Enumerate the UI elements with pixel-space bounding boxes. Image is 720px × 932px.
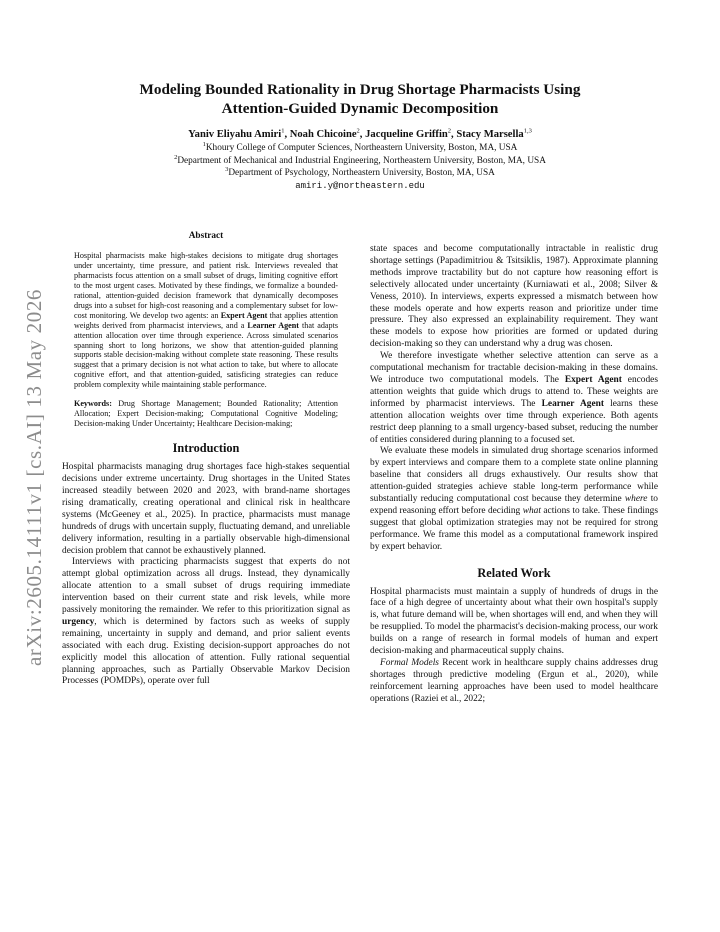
left-column bbox=[62, 232, 350, 688]
introduction-heading: Introduction bbox=[172, 441, 240, 456]
affiliation-text: Department of Psychology, Northeastern University, Boston, MA, USA bbox=[228, 168, 495, 178]
formal-models-label: Formal Models bbox=[380, 658, 439, 668]
body-paragraph bbox=[370, 351, 658, 446]
body-text-part: to expend reasoning effort before deciding bbox=[370, 494, 658, 516]
body-text-part: learns these attention allocation weights over time through experience. Both agents restrict deep planning to a small urgency-based subset, reducing the number of entities considered during planning to a focused set. bbox=[370, 398, 658, 445]
intro-paragraph bbox=[62, 557, 350, 688]
paper-title bbox=[60, 80, 660, 118]
author-name: Noah Chicoine bbox=[289, 129, 357, 140]
body-text-part: Recent work in healthcare supply chains addresses drug shortages through predictive modeling (Ergun et al., 2020), while reinforcement learning approaches have been used to model healthcare operations (Raziei et al., 2022; bbox=[370, 658, 658, 704]
affiliation-sup: 2 bbox=[174, 153, 178, 161]
body-paragraph: state spaces and become computationally intractable in realistic drug shortage settings (Papadimitriou & Tsitsiklis, 1987). Approximate planning methods improve tractability but do not capture how reasoning effort is selectively allocated under uncertainty (Kurniawati et al., 2008; Silver & Veness, 2010). In interviews, experts expressed a mismatch between how these models operate and how experts reason and prioritize under time pressure. They also expressed an explainability requirement. They want these models to expose how priorities are formed or updated during decision-making so they can understand why a drug was chosen. bbox=[370, 244, 658, 350]
author-list: Yaniv Eliyahu Amiri$^1$, Noah Chicoine$^2$, Jacqueline Griffin$^2$, Stacy Marsella$^{1,3}$ bbox=[188, 127, 532, 140]
abstract-text-part: Hospital pharmacists make high-stakes decisions to mitigate drug shortages under uncertainty, time pressure, and patient risk. Interviews revealed that pharmacists focus attention on a small subset of drugs, limiting cognitive effort to the most urgent cases. Motivated by these findings, we formalize a bounded-rational, attention-guided decision framework that dynamically decomposes drugs into a subset for high-cost reasoning and a complementary subset for low-cost monitoring. We develop two agents: an bbox=[74, 250, 338, 320]
affiliation-sup: 3 bbox=[225, 165, 229, 173]
keywords bbox=[74, 399, 338, 429]
affiliation-sup: 1 bbox=[202, 140, 206, 148]
abstract-text bbox=[74, 251, 338, 390]
body-text-part: We therefore investigate whether selective attention can serve as a computational mechanism for tractable decision-making in these domains. We introduce two computational models. The bbox=[370, 351, 658, 385]
right-column bbox=[370, 244, 658, 706]
affiliation-text: Khoury College of Computer Sciences, Northeastern University, Boston, MA, USA bbox=[205, 143, 518, 153]
body-paragraph bbox=[370, 446, 658, 553]
title-line-2: Attention-Guided Dynamic Decomposition bbox=[221, 100, 499, 117]
author-sup: 2 bbox=[447, 127, 452, 135]
title-line-1: Modeling Bounded Rationality in Drug Shortage Pharmacists Using bbox=[139, 81, 581, 98]
intro-text-part: Interviews with practicing pharmacists suggest that experts do not attempt global optimization across all drugs. Instead, they dynamically allocate attention to a small subset of drugs requiring immediate intervention based on their current state and risk levels, while more passively monitoring the remainder. We refer to this prioritization signal as bbox=[62, 557, 350, 616]
author-name: Jacqueline Griffin bbox=[365, 129, 448, 140]
keywords-text: Drug Shortage Management; Bounded Rationality; Attention Allocation; Expert Decision-making; Computational Cognitive Modeling; Decision-making Under Uncertainty; Healthcare Decision-making; bbox=[74, 399, 338, 429]
keywords-label: Keywords: bbox=[74, 399, 112, 409]
author-name: Yaniv Eliyahu Amiri bbox=[188, 129, 282, 140]
body-paragraph bbox=[370, 658, 658, 706]
abstract-text-part: that applies attention weights derived from pharmacist interviews, and a bbox=[74, 310, 338, 330]
abstract-text-part: that adapts attention allocation over time through experience. Across simulated scenarios spanning short to long horizons, we show that attention-guided planning supports stable decision-making without complete state reasoning. These results suggest that a primary decision is not what action to take, but where to allocate cognitive effort, and that attention-guided, satisficing strategies can reduce problem complexity while maintaining stable performance. bbox=[74, 320, 338, 390]
learner-agent-term: Learner Agent bbox=[541, 398, 604, 409]
body-paragraph: Hospital pharmacists must maintain a supply of hundreds of drugs in the face of a high degree of uncertainty about what their own hospital's supply is, what future demand will be, when shortages will end, and when they will be resupplied. To model the pharmacist's decision-making process, our work builds on a range of research in formal models of human and expert decision-making and pharmaceutical supply chains. bbox=[370, 586, 658, 657]
author-name: Stacy Marsella bbox=[456, 129, 524, 140]
author-sup: 1,3 bbox=[523, 127, 532, 135]
affiliation bbox=[60, 142, 660, 155]
body-text-part: actions to take. These findings suggest that global optimization strategies may not be required for strong performance. We frame this model as a computational framework inspired by expert behavior. bbox=[370, 505, 658, 552]
intro-paragraph: Hospital pharmacists managing drug shortages face high-stakes sequential decisions under extreme uncertainty. Drug shortages in the United States increased steadily between 2020 and 2023, with brand-name shortages rising dramatically, creating operational and clinical risk in healthcare systems (McGeeney et al., 2025). In practice, pharmacists must manage hundreds of drugs with uncertain supply, fluctuating demand, and unreliable delivery information, resulting in a partially observable high-dimensional decision problem that cannot be exhaustively planned. bbox=[62, 462, 350, 556]
abstract-heading: Abstract bbox=[188, 231, 224, 241]
affiliation bbox=[60, 155, 660, 168]
affiliation bbox=[60, 167, 660, 180]
author-sup: 1 bbox=[281, 127, 285, 135]
contact-email[interactable]: amiri.y@northeastern.edu bbox=[295, 180, 425, 191]
intro-text-part: , which is determined by factors such as weeks of supply remaining, uncertainty in supply and demand, and prior salient events associated with each drug. Existing decision-support approaches do not explicitly model this allocation of attention. Fully rational sequential planning approaches, such as Partially Observable Markov Decision Processes (POMDPs), operate over full bbox=[62, 616, 350, 687]
what-term: what bbox=[522, 505, 541, 516]
urgency-term: urgency bbox=[62, 616, 95, 627]
expert-agent-term: Expert Agent bbox=[564, 374, 622, 385]
body-text-part: encodes attention weights that guide which drugs to attend to. These weights are informed by pharmacist interviews. The bbox=[370, 374, 658, 409]
body-text-part: We evaluate these models in simulated drug shortage scenarios informed by expert interviews and compare them to a complete state online planning baseline that considers all drugs exhaustively. Our results show that attention-guided strategies achieve stable long-term performance while substantially reducing computational cost because they determine bbox=[370, 446, 658, 505]
learner-agent-term: Learner Agent bbox=[247, 320, 300, 330]
arxiv-stamp: arXiv:2605.14111v1 [cs.AI] 13 May 2026 bbox=[22, 288, 46, 666]
abstract bbox=[62, 232, 350, 429]
paper-header bbox=[60, 80, 660, 192]
affiliation-text: Department of Mechanical and Industrial Engineering, Northeastern University, Boston, MA, USA bbox=[177, 155, 546, 166]
where-term: where bbox=[624, 494, 648, 505]
related-work-heading: Related Work bbox=[477, 565, 551, 580]
author-sup: 2 bbox=[356, 127, 360, 135]
expert-agent-term: Expert Agent bbox=[220, 310, 268, 320]
